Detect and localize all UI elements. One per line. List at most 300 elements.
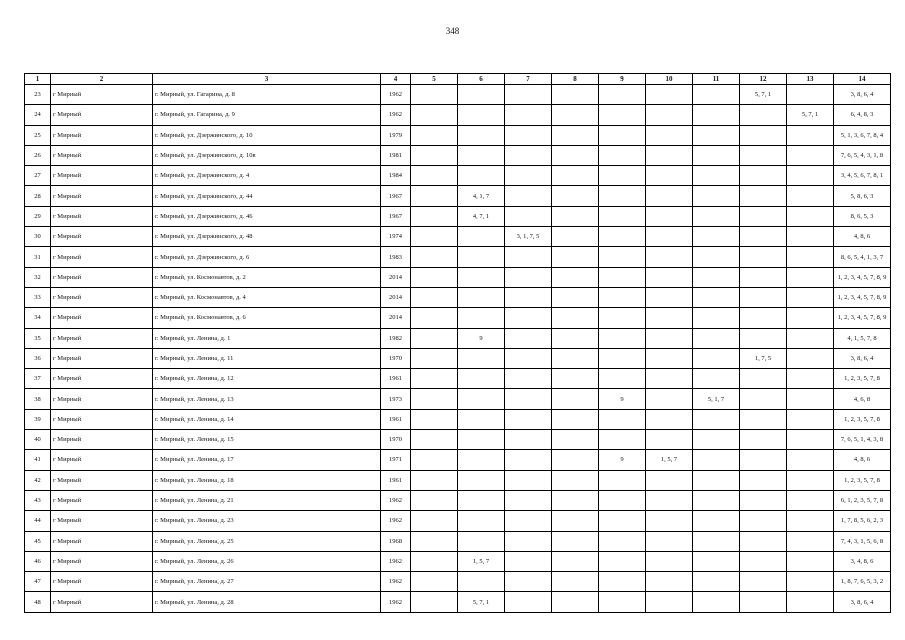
table-row — [25, 572, 891, 592]
cell-locality: г Мирный — [51, 186, 153, 206]
cell-col-6 — [458, 470, 505, 490]
cell-col-12 — [740, 267, 787, 287]
cell-col-13 — [787, 166, 834, 186]
cell-col-12 — [740, 409, 787, 429]
cell-col-14: 5, 1, 3, 6, 7, 8, 4 — [834, 125, 891, 145]
cell-build-year: 1967 — [381, 206, 411, 226]
cell-build-year: 1984 — [381, 166, 411, 186]
table-row — [25, 348, 891, 368]
cell-col-13 — [787, 511, 834, 531]
cell-col-11 — [693, 490, 740, 510]
cell-col-8 — [552, 247, 599, 267]
cell-col-12 — [740, 145, 787, 165]
cell-row-number: 23 — [25, 85, 51, 105]
cell-col-12 — [740, 328, 787, 348]
cell-col-7 — [505, 145, 552, 165]
cell-col-13 — [787, 328, 834, 348]
cell-col-6 — [458, 308, 505, 328]
cell-col-13 — [787, 85, 834, 105]
cell-build-year: 1962 — [381, 572, 411, 592]
cell-col-11 — [693, 511, 740, 531]
cell-address: г. Мирный, ул. Ленина, д. 18 — [153, 470, 381, 490]
cell-col-13 — [787, 206, 834, 226]
cell-col-14: 1, 2, 3, 5, 7, 8 — [834, 409, 891, 429]
cell-build-year: 1962 — [381, 85, 411, 105]
cell-col-8 — [552, 166, 599, 186]
cell-row-number: 36 — [25, 348, 51, 368]
cell-address: г. Мирный, ул. Дзержинского, д. 6 — [153, 247, 381, 267]
cell-row-number: 39 — [25, 409, 51, 429]
table-row — [25, 287, 891, 307]
cell-locality: г Мирный — [51, 470, 153, 490]
table-row — [25, 206, 891, 226]
cell-address: г. Мирный, ул. Гагарина, д. 9 — [153, 105, 381, 125]
cell-col-14: 4, 1, 5, 7, 8 — [834, 328, 891, 348]
cell-col-7 — [505, 247, 552, 267]
cell-row-number: 34 — [25, 308, 51, 328]
cell-col-11 — [693, 186, 740, 206]
cell-col-7 — [505, 85, 552, 105]
cell-col-12 — [740, 287, 787, 307]
cell-col-7 — [505, 186, 552, 206]
cell-col-12 — [740, 369, 787, 389]
cell-col-6 — [458, 389, 505, 409]
cell-col-12 — [740, 511, 787, 531]
cell-col-11 — [693, 592, 740, 612]
cell-col-9 — [599, 145, 646, 165]
column-header-12: 12 — [740, 74, 787, 85]
cell-col-13 — [787, 186, 834, 206]
cell-build-year: 1961 — [381, 369, 411, 389]
cell-address: г. Мирный, ул. Ленина, д. 17 — [153, 450, 381, 470]
cell-locality: г Мирный — [51, 308, 153, 328]
cell-col-14: 3, 4, 5, 6, 7, 8, 1 — [834, 166, 891, 186]
cell-address: г. Мирный, ул. Космонавтов, д. 6 — [153, 308, 381, 328]
column-header-10: 10 — [646, 74, 693, 85]
cell-col-14: 4, 8, 6 — [834, 227, 891, 247]
cell-col-5 — [411, 227, 458, 247]
column-header-2: 2 — [51, 74, 153, 85]
cell-build-year: 2014 — [381, 308, 411, 328]
cell-col-11 — [693, 267, 740, 287]
cell-col-14: 6, 1, 2, 3, 5, 7, 8 — [834, 490, 891, 510]
cell-build-year: 1962 — [381, 592, 411, 612]
cell-col-10 — [646, 287, 693, 307]
cell-col-8 — [552, 206, 599, 226]
cell-row-number: 38 — [25, 389, 51, 409]
cell-col-9 — [599, 592, 646, 612]
cell-locality: г Мирный — [51, 85, 153, 105]
cell-col-8 — [552, 267, 599, 287]
table-row — [25, 105, 891, 125]
cell-address: г. Мирный, ул. Ленина, д. 15 — [153, 430, 381, 450]
cell-row-number: 44 — [25, 511, 51, 531]
cell-col-7 — [505, 409, 552, 429]
cell-col-14: 1, 7, 8, 5, 6, 2, 3 — [834, 511, 891, 531]
cell-address: г. Мирный, ул. Ленина, д. 12 — [153, 369, 381, 389]
cell-col-10 — [646, 308, 693, 328]
cell-col-5 — [411, 470, 458, 490]
cell-build-year: 1962 — [381, 105, 411, 125]
cell-col-7 — [505, 166, 552, 186]
cell-col-7 — [505, 551, 552, 571]
cell-col-11 — [693, 572, 740, 592]
column-header-13: 13 — [787, 74, 834, 85]
cell-col-10 — [646, 430, 693, 450]
table-row — [25, 145, 891, 165]
cell-row-number: 48 — [25, 592, 51, 612]
cell-address: г. Мирный, ул. Ленина, д. 28 — [153, 592, 381, 612]
cell-address: г. Мирный, ул. Ленина, д. 13 — [153, 389, 381, 409]
cell-col-10 — [646, 328, 693, 348]
cell-col-9 — [599, 430, 646, 450]
table-row — [25, 186, 891, 206]
cell-col-8 — [552, 125, 599, 145]
cell-col-13 — [787, 348, 834, 368]
cell-row-number: 25 — [25, 125, 51, 145]
cell-col-13 — [787, 551, 834, 571]
cell-locality: г Мирный — [51, 287, 153, 307]
column-header-11: 11 — [693, 74, 740, 85]
cell-col-8 — [552, 105, 599, 125]
cell-col-7 — [505, 430, 552, 450]
cell-col-12 — [740, 531, 787, 551]
cell-locality: г Мирный — [51, 389, 153, 409]
cell-col-7 — [505, 531, 552, 551]
table-row — [25, 430, 891, 450]
cell-col-12 — [740, 125, 787, 145]
cell-col-8 — [552, 227, 599, 247]
cell-col-8 — [552, 186, 599, 206]
cell-col-10 — [646, 369, 693, 389]
cell-col-9 — [599, 125, 646, 145]
cell-col-5 — [411, 389, 458, 409]
cell-col-11 — [693, 409, 740, 429]
cell-address: г. Мирный, ул. Дзержинского, д. 4 — [153, 166, 381, 186]
cell-col-14: 7, 6, 5, 4, 3, 1, 8 — [834, 145, 891, 165]
cell-col-12 — [740, 490, 787, 510]
cell-col-5 — [411, 511, 458, 531]
cell-col-7 — [505, 348, 552, 368]
cell-col-7 — [505, 105, 552, 125]
cell-locality: г Мирный — [51, 572, 153, 592]
cell-col-5 — [411, 125, 458, 145]
table-row — [25, 125, 891, 145]
cell-col-8 — [552, 450, 599, 470]
column-header-1: 1 — [25, 74, 51, 85]
cell-address: г. Мирный, ул. Дзержинского, д. 10 — [153, 125, 381, 145]
cell-col-12 — [740, 105, 787, 125]
cell-col-11 — [693, 125, 740, 145]
cell-col-9 — [599, 470, 646, 490]
table-row — [25, 369, 891, 389]
cell-build-year: 1981 — [381, 145, 411, 165]
cell-address: г. Мирный, ул. Ленина, д. 11 — [153, 348, 381, 368]
cell-col-13 — [787, 409, 834, 429]
cell-locality: г Мирный — [51, 247, 153, 267]
cell-col-6 — [458, 247, 505, 267]
cell-col-8 — [552, 85, 599, 105]
cell-col-14: 3, 4, 8, 6 — [834, 551, 891, 571]
cell-col-5 — [411, 267, 458, 287]
cell-col-6 — [458, 369, 505, 389]
cell-col-9 — [599, 287, 646, 307]
cell-col-11 — [693, 328, 740, 348]
cell-build-year: 1962 — [381, 551, 411, 571]
cell-address: г. Мирный, ул. Ленина, д. 1 — [153, 328, 381, 348]
cell-col-13 — [787, 450, 834, 470]
table-row — [25, 470, 891, 490]
cell-build-year: 2014 — [381, 287, 411, 307]
cell-col-9 — [599, 409, 646, 429]
cell-col-10 — [646, 592, 693, 612]
cell-col-11 — [693, 166, 740, 186]
cell-col-8 — [552, 490, 599, 510]
cell-row-number: 27 — [25, 166, 51, 186]
cell-col-6: 1, 5, 7 — [458, 551, 505, 571]
cell-row-number: 37 — [25, 369, 51, 389]
housing-register-table — [24, 73, 891, 613]
cell-locality: г Мирный — [51, 145, 153, 165]
cell-col-7 — [505, 206, 552, 226]
table-row — [25, 409, 891, 429]
column-header-6: 6 — [458, 74, 505, 85]
cell-col-5 — [411, 287, 458, 307]
cell-col-13 — [787, 267, 834, 287]
header-row — [25, 74, 891, 85]
table-row — [25, 490, 891, 510]
cell-col-14: 6, 4, 8, 3 — [834, 105, 891, 125]
cell-col-6 — [458, 409, 505, 429]
cell-build-year: 1982 — [381, 328, 411, 348]
cell-col-7 — [505, 389, 552, 409]
cell-col-6 — [458, 430, 505, 450]
cell-col-5 — [411, 369, 458, 389]
cell-locality: г Мирный — [51, 592, 153, 612]
cell-col-7 — [505, 267, 552, 287]
cell-col-6 — [458, 490, 505, 510]
cell-col-7 — [505, 450, 552, 470]
cell-col-9 — [599, 531, 646, 551]
cell-col-7 — [505, 287, 552, 307]
cell-col-12 — [740, 166, 787, 186]
cell-col-13 — [787, 490, 834, 510]
cell-col-9 — [599, 186, 646, 206]
cell-col-9 — [599, 206, 646, 226]
cell-locality: г Мирный — [51, 328, 153, 348]
cell-row-number: 31 — [25, 247, 51, 267]
cell-col-6 — [458, 511, 505, 531]
cell-col-14: 5, 8, 6, 3 — [834, 186, 891, 206]
cell-col-6 — [458, 145, 505, 165]
cell-col-9: 9 — [599, 389, 646, 409]
cell-col-5 — [411, 105, 458, 125]
cell-col-8 — [552, 531, 599, 551]
cell-col-11 — [693, 85, 740, 105]
cell-locality: г Мирный — [51, 267, 153, 287]
cell-col-11 — [693, 105, 740, 125]
cell-col-12 — [740, 186, 787, 206]
cell-col-9 — [599, 348, 646, 368]
cell-col-13 — [787, 389, 834, 409]
cell-col-5 — [411, 308, 458, 328]
cell-col-14: 4, 6, 8 — [834, 389, 891, 409]
cell-col-12 — [740, 450, 787, 470]
column-header-8: 8 — [552, 74, 599, 85]
cell-col-8 — [552, 511, 599, 531]
cell-locality: г Мирный — [51, 430, 153, 450]
cell-col-11 — [693, 308, 740, 328]
cell-col-14: 1, 2, 3, 5, 7, 8 — [834, 369, 891, 389]
cell-col-10 — [646, 186, 693, 206]
cell-col-9 — [599, 105, 646, 125]
cell-locality: г Мирный — [51, 450, 153, 470]
cell-col-11 — [693, 348, 740, 368]
cell-col-14: 7, 4, 3, 1, 5, 6, 8 — [834, 531, 891, 551]
cell-col-13 — [787, 572, 834, 592]
cell-col-13 — [787, 145, 834, 165]
cell-col-10 — [646, 511, 693, 531]
cell-col-10 — [646, 166, 693, 186]
cell-col-5 — [411, 409, 458, 429]
cell-locality: г Мирный — [51, 166, 153, 186]
cell-col-13 — [787, 227, 834, 247]
cell-col-11 — [693, 287, 740, 307]
cell-build-year: 1970 — [381, 348, 411, 368]
cell-col-13 — [787, 287, 834, 307]
cell-address: г. Мирный, ул. Ленина, д. 25 — [153, 531, 381, 551]
cell-col-12 — [740, 206, 787, 226]
table-row — [25, 308, 891, 328]
cell-col-9 — [599, 551, 646, 571]
cell-locality: г Мирный — [51, 125, 153, 145]
cell-col-9 — [599, 369, 646, 389]
cell-row-number: 32 — [25, 267, 51, 287]
cell-col-5 — [411, 328, 458, 348]
cell-col-10 — [646, 409, 693, 429]
cell-col-11 — [693, 206, 740, 226]
cell-locality: г Мирный — [51, 531, 153, 551]
cell-col-9 — [599, 511, 646, 531]
cell-col-9 — [599, 267, 646, 287]
cell-col-5 — [411, 592, 458, 612]
cell-address: г. Мирный, ул. Ленина, д. 27 — [153, 572, 381, 592]
cell-col-12 — [740, 551, 787, 571]
cell-col-10 — [646, 206, 693, 226]
cell-col-10 — [646, 125, 693, 145]
cell-col-14: 1, 2, 3, 5, 7, 8 — [834, 470, 891, 490]
cell-col-5 — [411, 450, 458, 470]
cell-col-8 — [552, 470, 599, 490]
cell-col-7 — [505, 490, 552, 510]
cell-col-14: 3, 8, 6, 4 — [834, 592, 891, 612]
cell-locality: г Мирный — [51, 105, 153, 125]
cell-col-6 — [458, 227, 505, 247]
cell-build-year: 2014 — [381, 267, 411, 287]
cell-row-number: 42 — [25, 470, 51, 490]
cell-col-11 — [693, 430, 740, 450]
cell-col-7 — [505, 592, 552, 612]
cell-col-10 — [646, 227, 693, 247]
cell-build-year: 1974 — [381, 227, 411, 247]
column-header-14: 14 — [834, 74, 891, 85]
cell-col-14: 8, 6, 5, 4, 1, 3, 7 — [834, 247, 891, 267]
cell-col-12 — [740, 227, 787, 247]
cell-build-year: 1967 — [381, 186, 411, 206]
cell-build-year: 1983 — [381, 247, 411, 267]
cell-col-10: 1, 5, 7 — [646, 450, 693, 470]
cell-col-9 — [599, 247, 646, 267]
cell-col-13 — [787, 308, 834, 328]
cell-col-14: 1, 2, 3, 4, 5, 7, 8, 9 — [834, 308, 891, 328]
cell-col-6 — [458, 348, 505, 368]
cell-col-8 — [552, 592, 599, 612]
table-body — [25, 85, 891, 613]
cell-col-10 — [646, 389, 693, 409]
cell-row-number: 24 — [25, 105, 51, 125]
cell-col-9 — [599, 85, 646, 105]
cell-col-13 — [787, 247, 834, 267]
cell-col-11 — [693, 470, 740, 490]
table-row — [25, 511, 891, 531]
cell-row-number: 28 — [25, 186, 51, 206]
cell-col-8 — [552, 389, 599, 409]
cell-col-10 — [646, 348, 693, 368]
cell-col-6: 4, 1, 7 — [458, 186, 505, 206]
cell-col-6 — [458, 85, 505, 105]
cell-col-11 — [693, 531, 740, 551]
column-header-3: 3 — [153, 74, 381, 85]
column-header-9: 9 — [599, 74, 646, 85]
cell-build-year: 1962 — [381, 490, 411, 510]
cell-col-10 — [646, 85, 693, 105]
cell-address: г. Мирный, ул. Дзержинского, д. 10в — [153, 145, 381, 165]
cell-col-6 — [458, 267, 505, 287]
cell-locality: г Мирный — [51, 551, 153, 571]
cell-col-7 — [505, 369, 552, 389]
cell-build-year: 1968 — [381, 531, 411, 551]
cell-col-12 — [740, 389, 787, 409]
cell-col-9 — [599, 227, 646, 247]
table-row — [25, 247, 891, 267]
cell-col-13 — [787, 430, 834, 450]
cell-col-14: 1, 2, 3, 4, 5, 7, 8, 9 — [834, 267, 891, 287]
cell-col-10 — [646, 531, 693, 551]
cell-col-10 — [646, 247, 693, 267]
cell-col-11 — [693, 551, 740, 571]
cell-address: г. Мирный, ул. Дзержинского, д. 48 — [153, 227, 381, 247]
cell-col-12 — [740, 308, 787, 328]
cell-col-5 — [411, 551, 458, 571]
cell-locality: г Мирный — [51, 369, 153, 389]
cell-locality: г Мирный — [51, 511, 153, 531]
cell-address: г. Мирный, ул. Ленина, д. 23 — [153, 511, 381, 531]
cell-col-14: 3, 8, 6, 4 — [834, 85, 891, 105]
cell-col-11: 5, 1, 7 — [693, 389, 740, 409]
cell-col-8 — [552, 308, 599, 328]
cell-locality: г Мирный — [51, 490, 153, 510]
cell-col-7 — [505, 572, 552, 592]
cell-col-9: 9 — [599, 450, 646, 470]
cell-col-6: 5, 7, 1 — [458, 592, 505, 612]
cell-col-12: 1, 7, 5 — [740, 348, 787, 368]
cell-locality: г Мирный — [51, 227, 153, 247]
cell-col-8 — [552, 430, 599, 450]
cell-col-7 — [505, 470, 552, 490]
cell-col-13 — [787, 125, 834, 145]
cell-col-6: 9 — [458, 328, 505, 348]
cell-col-5 — [411, 145, 458, 165]
